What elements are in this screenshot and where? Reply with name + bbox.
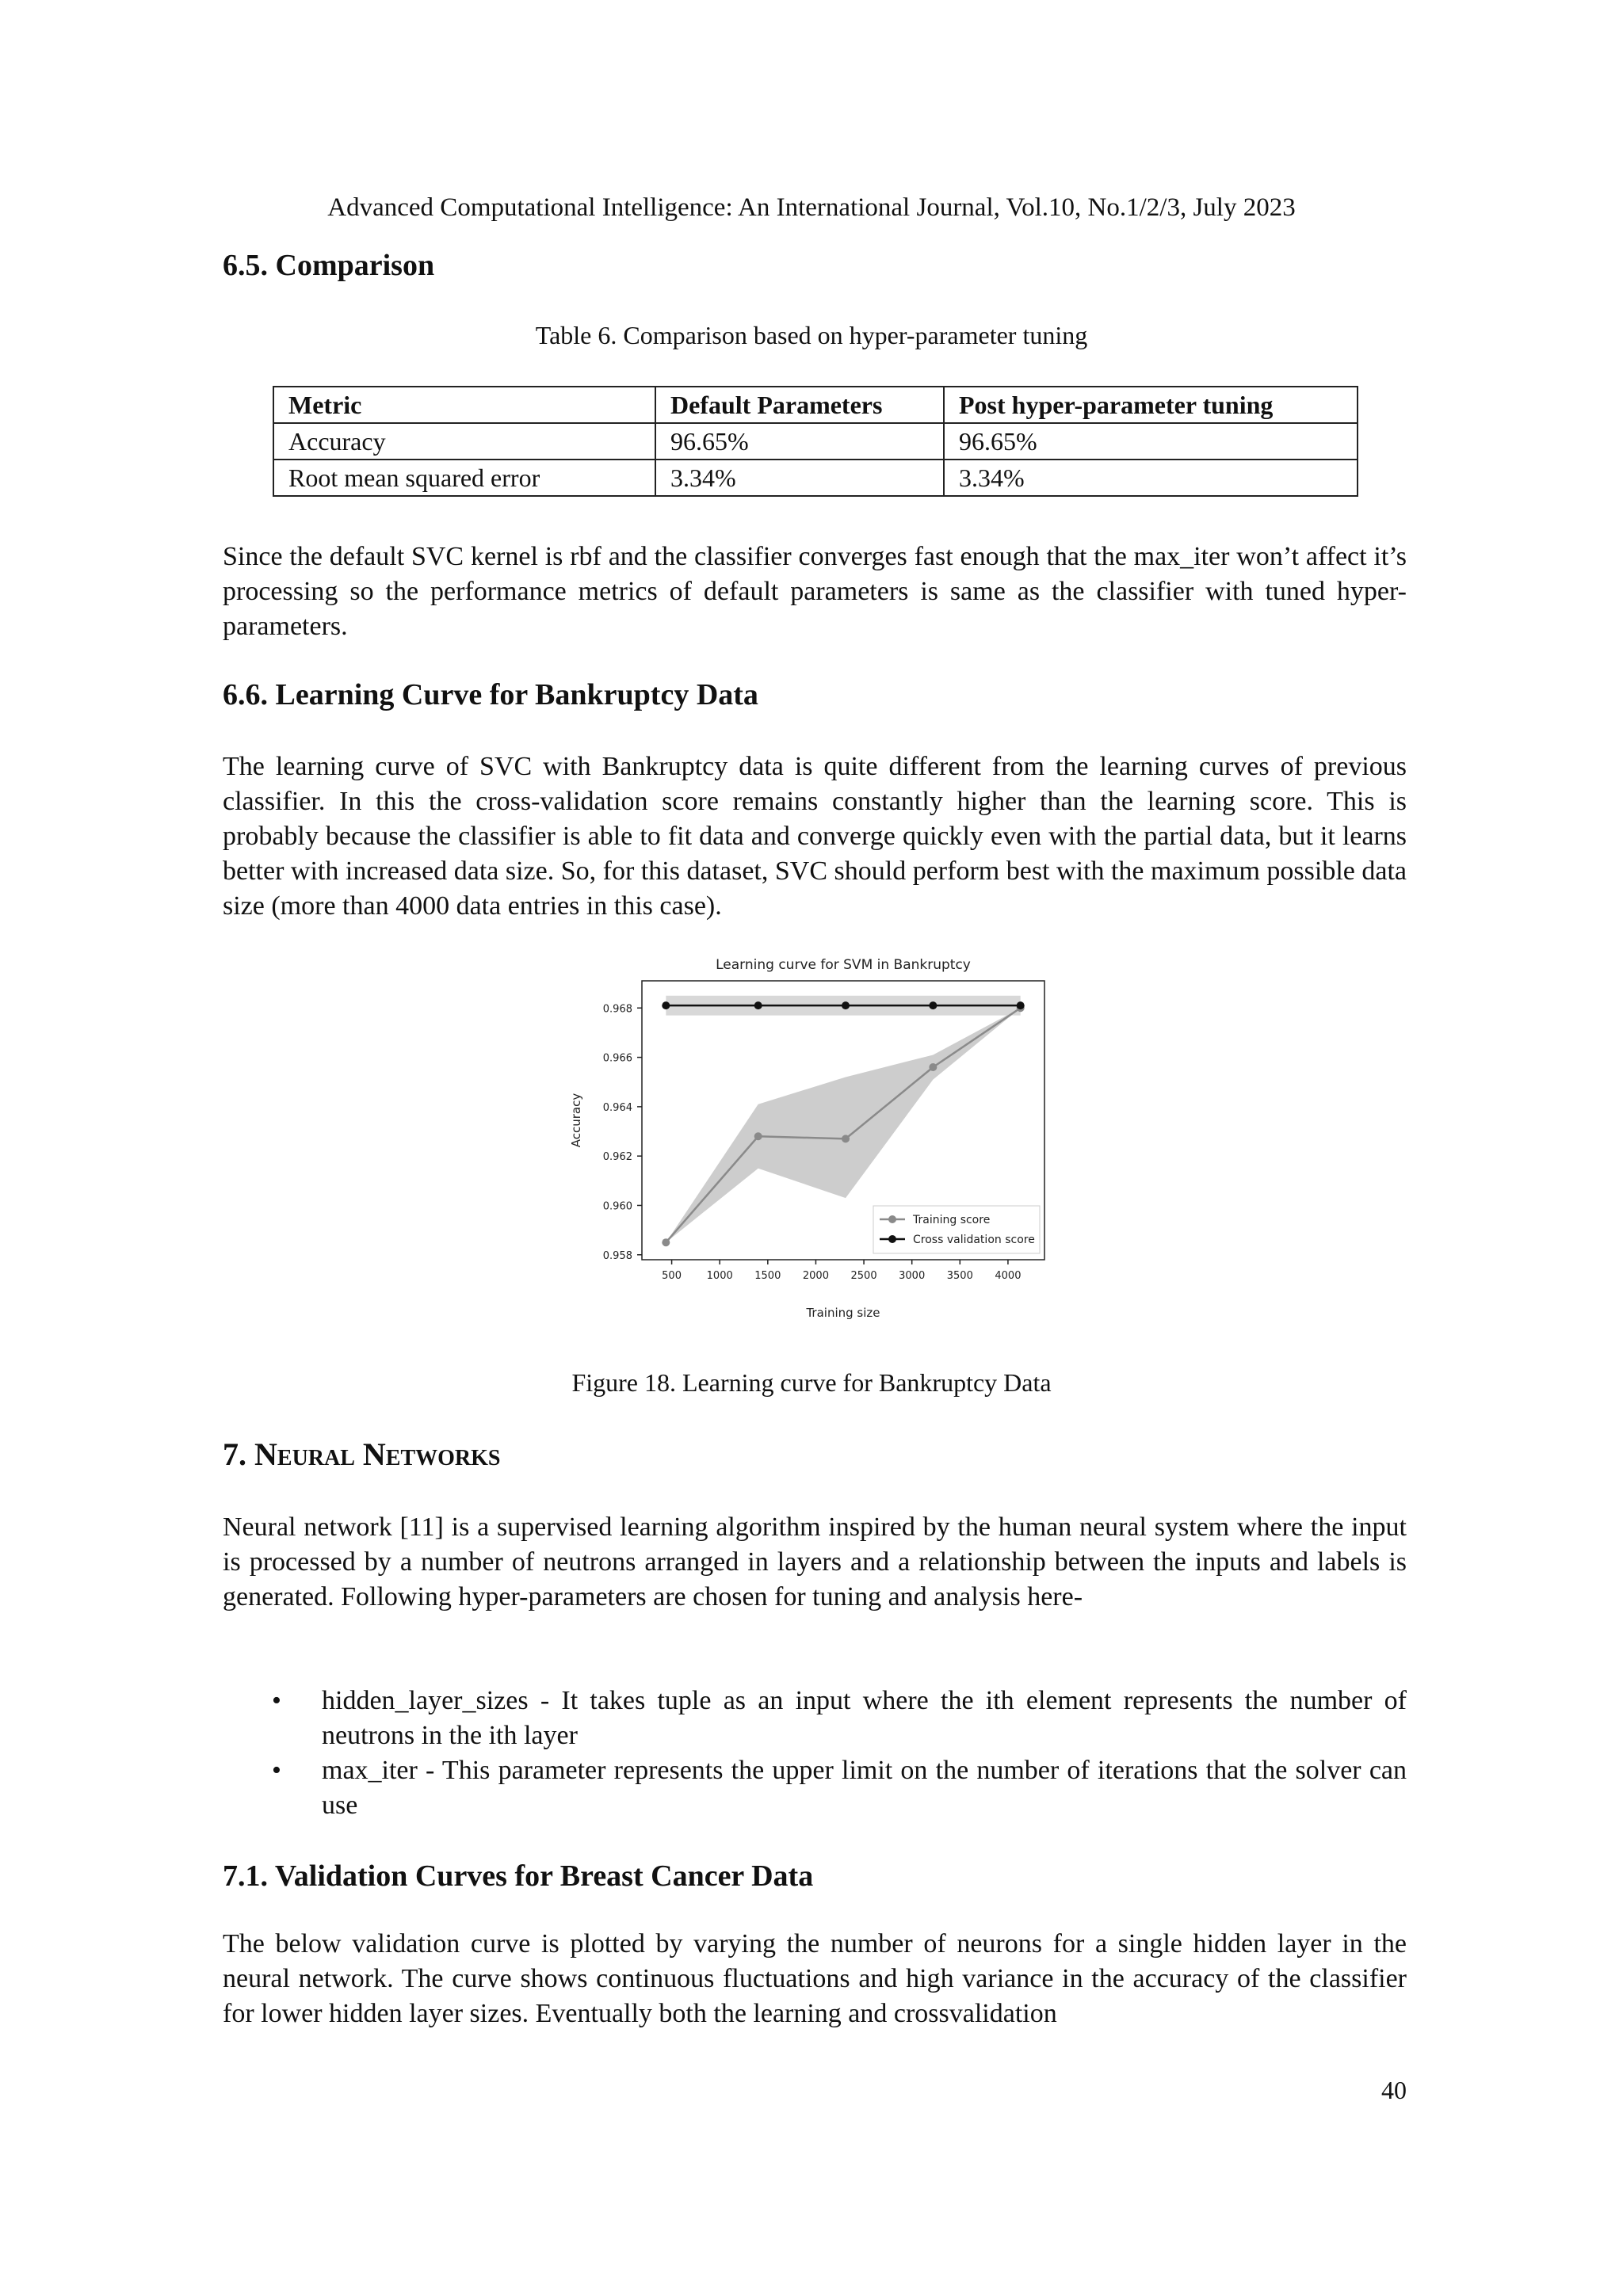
x-tick-label: 2000 — [802, 1270, 829, 1282]
list-item-text: hidden_layer_sizes - It takes tuple as an input where the ith element represents the number of neutrons in the ith layer — [322, 1686, 1407, 1750]
x-tick-label: 1500 — [754, 1270, 781, 1282]
legend — [873, 1206, 1040, 1253]
cv-score-point — [662, 1001, 670, 1009]
table-cell: 96.65% — [944, 423, 1358, 460]
figure-caption: Figure 18. Learning curve for Bankruptcy Data — [571, 1368, 1052, 1397]
comparison-paragraph: Since the default SVC kernel is rbf and the classifier converges fast enough that the max_iter won’t affect it’s processing so the performance metrics of default parameters is same as the classifier with tuned hyper-parameters. — [223, 542, 1407, 641]
list-item — [223, 1753, 1407, 1823]
running-header: Advanced Computational Intelligence: An International Journal, Vol.10, No.1/2/3, July 2023 — [327, 193, 1296, 222]
list-item-text: max_iter - This parameter represents the upper limit on the number of iterations that the solver can use — [322, 1756, 1407, 1820]
bullet-mark: • — [272, 1756, 281, 1785]
table-cell: Accuracy — [273, 423, 655, 460]
y-axis-label: Accuracy — [569, 1093, 583, 1148]
table-cell: Root mean squared error — [273, 460, 655, 496]
legend-marker-training — [888, 1215, 896, 1223]
section-7-word-neural: Neural — [254, 1436, 355, 1472]
cv-score-point — [842, 1001, 850, 1009]
table-cell: 3.34% — [944, 460, 1358, 496]
list-item — [223, 1684, 1407, 1753]
table-row — [273, 460, 1358, 496]
table-header-cell: Default Parameters — [655, 387, 944, 423]
chart-title: Learning curve for SVM in Bankruptcy — [716, 957, 971, 973]
training-score-point — [662, 1238, 670, 1246]
x-tick-label: 3000 — [899, 1270, 926, 1282]
table-row — [273, 423, 1358, 460]
x-axis-label: Training size — [806, 1306, 880, 1320]
table-header-cell: Post hyper-parameter tuning — [944, 387, 1358, 423]
y-tick-label: 0.968 — [602, 1003, 632, 1016]
neural-network-paragraph: Neural network [11] is a supervised learning algorithm inspired by the human neural system where the input is processed by a number of neutrons arranged in layers and a relationship between the inputs and labels is generated. Following hyper-parameters are chosen for tuning and analysis here- — [223, 1512, 1407, 1611]
x-tick-label: 500 — [662, 1270, 682, 1282]
legend-box — [873, 1206, 1040, 1253]
section-7-heading — [223, 1436, 501, 1473]
section-7-number: 7. — [223, 1436, 254, 1472]
table-header-row — [273, 387, 1358, 423]
table-cell: 96.65% — [655, 423, 944, 460]
y-axis-ticks — [603, 1003, 642, 1262]
table-cell: 3.34% — [655, 460, 944, 496]
section-6-6-heading: 6.6. Learning Curve for Bankruptcy Data — [223, 678, 758, 711]
bullet-mark: • — [272, 1686, 281, 1715]
y-tick-label: 0.962 — [602, 1151, 632, 1164]
x-tick-label: 4000 — [995, 1270, 1022, 1282]
cv-score-point — [929, 1001, 937, 1009]
x-tick-label: 3500 — [946, 1270, 973, 1282]
x-tick-label: 2500 — [850, 1270, 877, 1282]
table-caption: Table 6. Comparison based on hyper-parameter tuning — [535, 321, 1088, 349]
training-score-point — [842, 1135, 850, 1142]
y-tick-label: 0.966 — [602, 1052, 632, 1065]
y-tick-label: 0.958 — [602, 1249, 632, 1262]
training-score-point — [754, 1132, 762, 1140]
cv-score-point — [754, 1001, 762, 1009]
confidence-bands — [666, 996, 1020, 1243]
section-6-5-heading: 6.5. Comparison — [223, 249, 435, 282]
comparison-table — [273, 386, 1358, 497]
training-score-point — [929, 1063, 937, 1071]
learning-curve-chart — [555, 951, 1062, 1331]
y-tick-label: 0.960 — [602, 1200, 632, 1213]
hyperparameter-list — [223, 1684, 1407, 1823]
y-tick-label: 0.964 — [602, 1101, 632, 1114]
legend-label-cv: Cross validation score — [913, 1234, 1035, 1246]
table-header-cell: Metric — [273, 387, 655, 423]
legend-marker-cv — [888, 1235, 896, 1243]
x-axis-ticks — [662, 1260, 1021, 1282]
legend-label-training: Training score — [913, 1214, 991, 1226]
section-7-word-networks: Networks — [362, 1436, 501, 1472]
section-7-1-heading: 7.1. Validation Curves for Breast Cancer Data — [223, 1859, 814, 1893]
page-number: 40 — [1381, 2076, 1407, 2104]
validation-curve-paragraph: The below validation curve is plotted by varying the number of neurons for a single hidden layer in the neural network. The curve shows continuous fluctuations and high variance in the accuracy of the classifier for lower hidden layer sizes. Eventually both the learning and crossvalidation — [223, 1929, 1407, 2028]
learning-curve-paragraph: The learning curve of SVC with Bankruptcy data is quite different from the learning curves of previous classifier. In this the cross-validation score remains constantly higher than the learning score. This is probably because the classifier is able to fit data and converge quickly even with the partial data, but it learns better with increased data size. So, for this dataset, SVC should perform best with the maximum possible data size (more than 4000 data entries in this case). — [223, 752, 1407, 921]
cv-score-point — [1017, 1001, 1025, 1009]
x-tick-label: 1000 — [706, 1270, 733, 1282]
